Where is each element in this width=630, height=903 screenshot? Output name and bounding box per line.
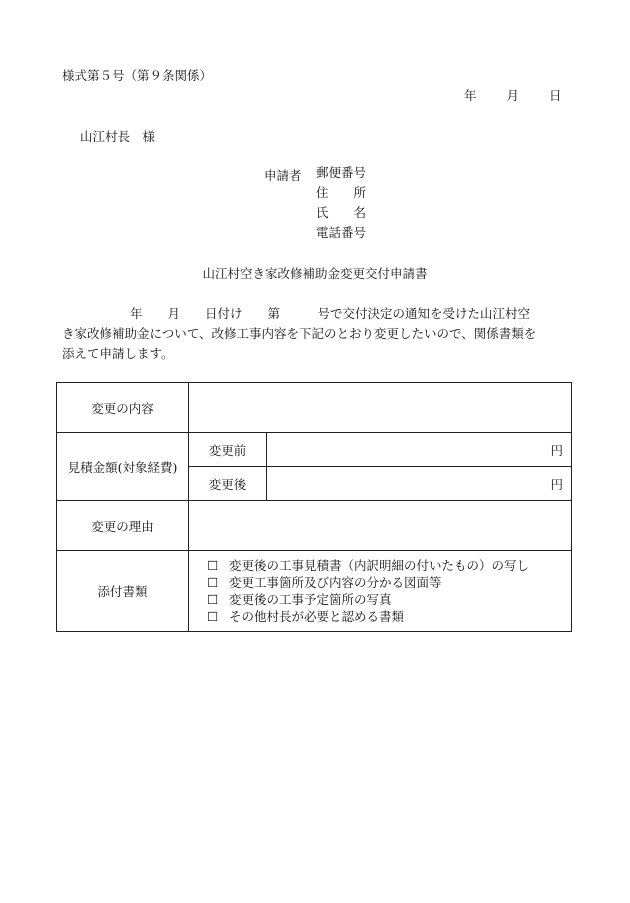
reason-label: 変更の理由 — [57, 501, 189, 551]
body-line-3: 添えて申請します。 — [62, 346, 174, 361]
address-label: 住 所 — [316, 185, 367, 200]
attachment-text: 変更工事箇所及び内容の分かる図面等 — [229, 575, 442, 590]
table-row-attachments — [57, 551, 572, 632]
applicant-label: 申請者 — [264, 168, 302, 183]
date-month: 月 — [506, 88, 520, 103]
checkbox-icon[interactable]: ☐ — [207, 558, 219, 573]
postal-code-label: 郵便番号 — [316, 165, 367, 180]
attachments-list — [189, 551, 572, 632]
after-amount-field[interactable] — [267, 467, 572, 501]
yen-unit: 円 — [550, 442, 563, 458]
attachment-text: その他村長が必要と認める書類 — [229, 609, 405, 624]
attachment-text: 変更後の工事見積書（内訳明細の付いたもの）の写し — [229, 558, 530, 573]
form-number: 様式第５号（第９条関係） — [62, 68, 213, 83]
after-label: 変更後 — [189, 467, 267, 501]
before-label: 変更前 — [189, 433, 267, 467]
body-line-1: 年 月 日付け 第 号で交付決定の通知を受けた山江村空 — [130, 306, 531, 321]
date-day: 日 — [549, 88, 562, 103]
attachment-item — [207, 557, 571, 574]
table-row-estimate-before — [57, 433, 572, 467]
attachment-item — [207, 591, 571, 608]
estimate-label: 見積金額(対象経費) — [57, 433, 189, 501]
body-line-2: き家改修補助金について、改修工事内容を下記のとおり変更したいので、関係書類を — [62, 326, 537, 341]
checkbox-icon[interactable]: ☐ — [207, 609, 219, 624]
addressee: 山江村長 様 — [80, 129, 156, 144]
change-content-field[interactable] — [189, 383, 572, 433]
checkbox-icon[interactable]: ☐ — [207, 575, 219, 590]
table-row-change-content — [57, 383, 572, 433]
checkbox-icon[interactable]: ☐ — [207, 592, 219, 607]
table-row-reason — [57, 501, 572, 551]
body-text — [62, 304, 572, 364]
application-table — [56, 382, 572, 632]
before-amount-field[interactable] — [267, 433, 572, 467]
attachments-label: 添付書類 — [57, 551, 189, 632]
name-label: 氏 名 — [316, 205, 367, 220]
document-title: 山江村空き家改修補助金変更交付申請書 — [202, 266, 428, 281]
phone-label: 電話番号 — [316, 225, 367, 240]
attachment-item — [207, 608, 571, 625]
yen-unit: 円 — [550, 476, 563, 492]
date-year: 年 — [464, 88, 477, 103]
attachment-text: 変更後の工事予定箇所の写真 — [229, 592, 392, 607]
attachment-item — [207, 574, 571, 591]
change-content-label: 変更の内容 — [57, 383, 189, 433]
reason-field[interactable] — [189, 501, 572, 551]
date-line — [464, 86, 562, 104]
applicant-fields — [316, 166, 366, 246]
